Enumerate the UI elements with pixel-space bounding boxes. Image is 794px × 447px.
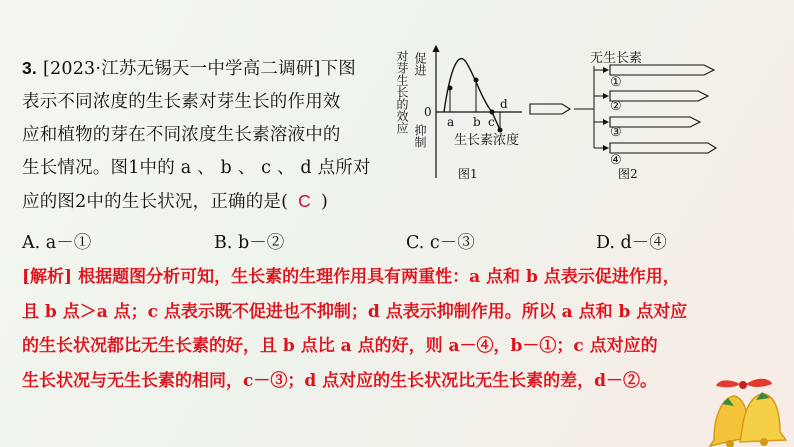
bud-3-icon [610,117,700,127]
figure-1-y-pos-label: 促进 [413,52,427,76]
no-auxin-label: 无生长素 [590,51,643,66]
analysis-label: [解析] [22,267,73,287]
analysis-line-4: 生长状况与无生长素的相同，c－③；d 点对应的生长状况比无生长素的差，d－②。 [22,370,658,391]
point-d [498,128,503,133]
point-a [448,86,453,91]
row-1-label: ① [610,75,622,90]
point-c [490,110,495,115]
row-2-label: ② [610,99,622,114]
figure-1-graph [392,40,532,190]
question-line-2: 表示不同浓度的生长素对芽生长的作用效 [22,92,341,112]
point-c-label: c [488,115,495,129]
point-a-label: a [447,115,455,129]
question-line-5 [22,185,394,219]
bud-4-icon [610,143,716,153]
point-b-label: b [473,115,481,129]
question-text [22,52,394,219]
figure-2-diagram [528,40,718,190]
row-3-label: ③ [610,125,622,140]
figure-2-caption: 图2 [618,167,638,181]
figure-1-caption: 图1 [458,167,478,181]
bells-decoration-icon [700,370,790,447]
bud-2-icon [610,91,708,101]
point-d-label: d [500,97,508,111]
source-bud-icon [530,104,570,114]
question-line-5-text: 应的图2中的生长状况，正确的是( [22,192,289,212]
question-close-paren: ) [321,192,329,212]
option-d[interactable]: D. d－④ [596,233,667,253]
option-c[interactable]: C. c－③ [406,233,475,253]
answer-letter: C [298,191,312,211]
figure-1-xlabel: 生长素浓度 [454,133,520,148]
analysis-line-1-text: 根据题图分析可知，生长素的生理作用具有两重性：a 点和 b 点表示促进作用， [78,267,680,287]
analysis-line-3: 的生长状况都比无生长素的好，且 b 点比 a 点的好，则 a－④，b－①；c 点对应的 [22,336,658,356]
figure-1-ylabel: 对芽生长的效应 [395,50,409,134]
figure-1-origin: 0 [424,105,432,119]
figure-1-y-neg-label: 抑制 [413,124,427,148]
question-line-3: 应和植物的芽在不同浓度生长素溶液中的 [22,125,341,145]
bud-1-icon [610,65,714,75]
point-b [474,78,479,83]
analysis-block [22,260,782,398]
question-line-1-text: [2023·江苏无锡天一中学高二调研]下图 [43,59,356,79]
question-line-1 [22,52,394,86]
analysis-line-1 [22,260,782,295]
analysis-line-2: 且 b 点＞a 点；c 点表示既不促进也不抑制；d 点表示抑制作用。所以 a 点和 b 点对应 [22,301,688,322]
option-b[interactable]: B. b－② [214,233,285,253]
question-line-4: 生长情况。图1中的 a 、 b 、 c 、 d 点所对 [22,158,371,178]
option-a[interactable]: A. a－① [22,233,92,253]
row-4-label: ④ [610,153,622,168]
question-number: 3. [22,58,37,78]
